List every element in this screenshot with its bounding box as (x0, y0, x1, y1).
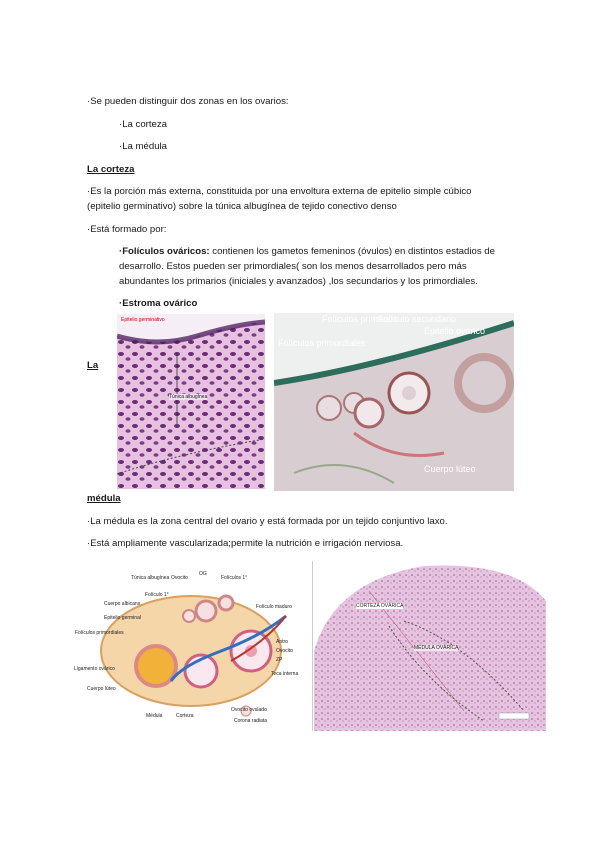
label-foliculo-secundario: Folículo secundario (378, 314, 457, 324)
medula-heading: médula (87, 493, 121, 504)
label-cuerpo-luteo: Cuerpo lúteo (424, 464, 476, 474)
corteza-formado: ·Está formado por: (87, 224, 167, 235)
ovary-diagram (71, 561, 313, 731)
diag-label-epitelio: Epitelio germinal (104, 615, 141, 621)
micrograph-foliculos (274, 313, 514, 491)
diag-label-ovocito-2: Ovocito (276, 648, 293, 654)
foliculos-term: ·Folículos ováricos: (119, 246, 210, 257)
foliculos-line3: abundantes los primarios (iniciales y avanzados) ,los secundarios y los primordiales. (119, 276, 478, 287)
foliculos-line1 (119, 246, 495, 258)
micrograph-epitelio (117, 314, 265, 489)
micrograph-corteza-medula (314, 561, 546, 731)
label-epitelio-germinativo: Epitelio germinativo (121, 317, 165, 323)
diag-label-medula: Médula (146, 713, 163, 719)
corteza-p1-line2: (epitelio germinativo) sobre la túnica albugínea de tejido conectivo denso (87, 201, 397, 212)
label-epitelio-ovarico: Epitelio ovárico (424, 326, 486, 336)
zone-medula: ·La médula (119, 141, 167, 152)
diag-label-ovulado: Ovocito ovulado (231, 707, 267, 713)
label-tunica-albuginea: Túnica albugínea (169, 394, 208, 400)
corteza-heading: La corteza (87, 164, 135, 175)
diag-label-og: OG (199, 571, 207, 577)
micrograph-epitelio-image (117, 314, 265, 489)
corteza-p1-line1: ·Es la porción más externa, constituida por una envoltura externa de epitelio simple cúbico (87, 186, 472, 197)
diag-label-maduro: Folículo maduro (256, 604, 292, 610)
estroma-ovarico: ·Estroma ovárico (119, 298, 198, 309)
label-foliculos-primordiales: Folículos primordiales (278, 338, 366, 348)
diag-label-zp: ZP (276, 657, 283, 663)
diag-label-teca: Teca interna (271, 671, 299, 677)
stray-la: La (87, 360, 99, 371)
zone-corteza: ·La corteza (119, 119, 167, 130)
diag-label-ovocito: Ovocito (171, 575, 188, 581)
diag-label-tunica: Túnica albugínea (131, 575, 170, 581)
foliculos-line2: desarrollo. Estos pueden ser primordiales( son los menos desarrollados pero más (119, 261, 467, 272)
diag-label-antro: Antro (276, 639, 288, 645)
ovary-diagram-image (71, 561, 312, 731)
diag-label-albicans: Cuerpo albicans (104, 601, 141, 607)
diag-label-ligamento: Ligamento ovárico (74, 666, 115, 672)
diag-label-cuerpo-luteo: Cuerpo lúteo (87, 686, 116, 692)
diag-label-corona: Corona radiata (234, 718, 268, 724)
medula-p2: ·Está ampliamente vascularizada;permite la nutrición e irrigación nerviosa. (87, 538, 404, 549)
diag-label-corteza: Corteza (176, 713, 194, 719)
label-foliculos-primarios: Folículos primarios (322, 314, 398, 324)
diag-label-foliculos-1: Folículos 1° (221, 575, 248, 581)
medula-p1: ·La médula es la zona central del ovario y está formada por un tejido conjuntivo laxo. (87, 516, 448, 527)
intro-text: ·Se pueden distinguir dos zonas en los ovarios: (87, 96, 289, 107)
foliculos-desc: contienen los gametos femeninos (óvulos) en distintos estadios de (209, 246, 495, 257)
label-medula-ovarica: MÉDULA OVÁRICA (414, 645, 459, 651)
diag-label-primordiales: Folículos primordiales (75, 630, 124, 636)
diag-label-foliculo-1: Folículo 1° (145, 592, 169, 598)
label-corteza-ovarica: CORTEZA OVÁRICA (356, 603, 404, 609)
